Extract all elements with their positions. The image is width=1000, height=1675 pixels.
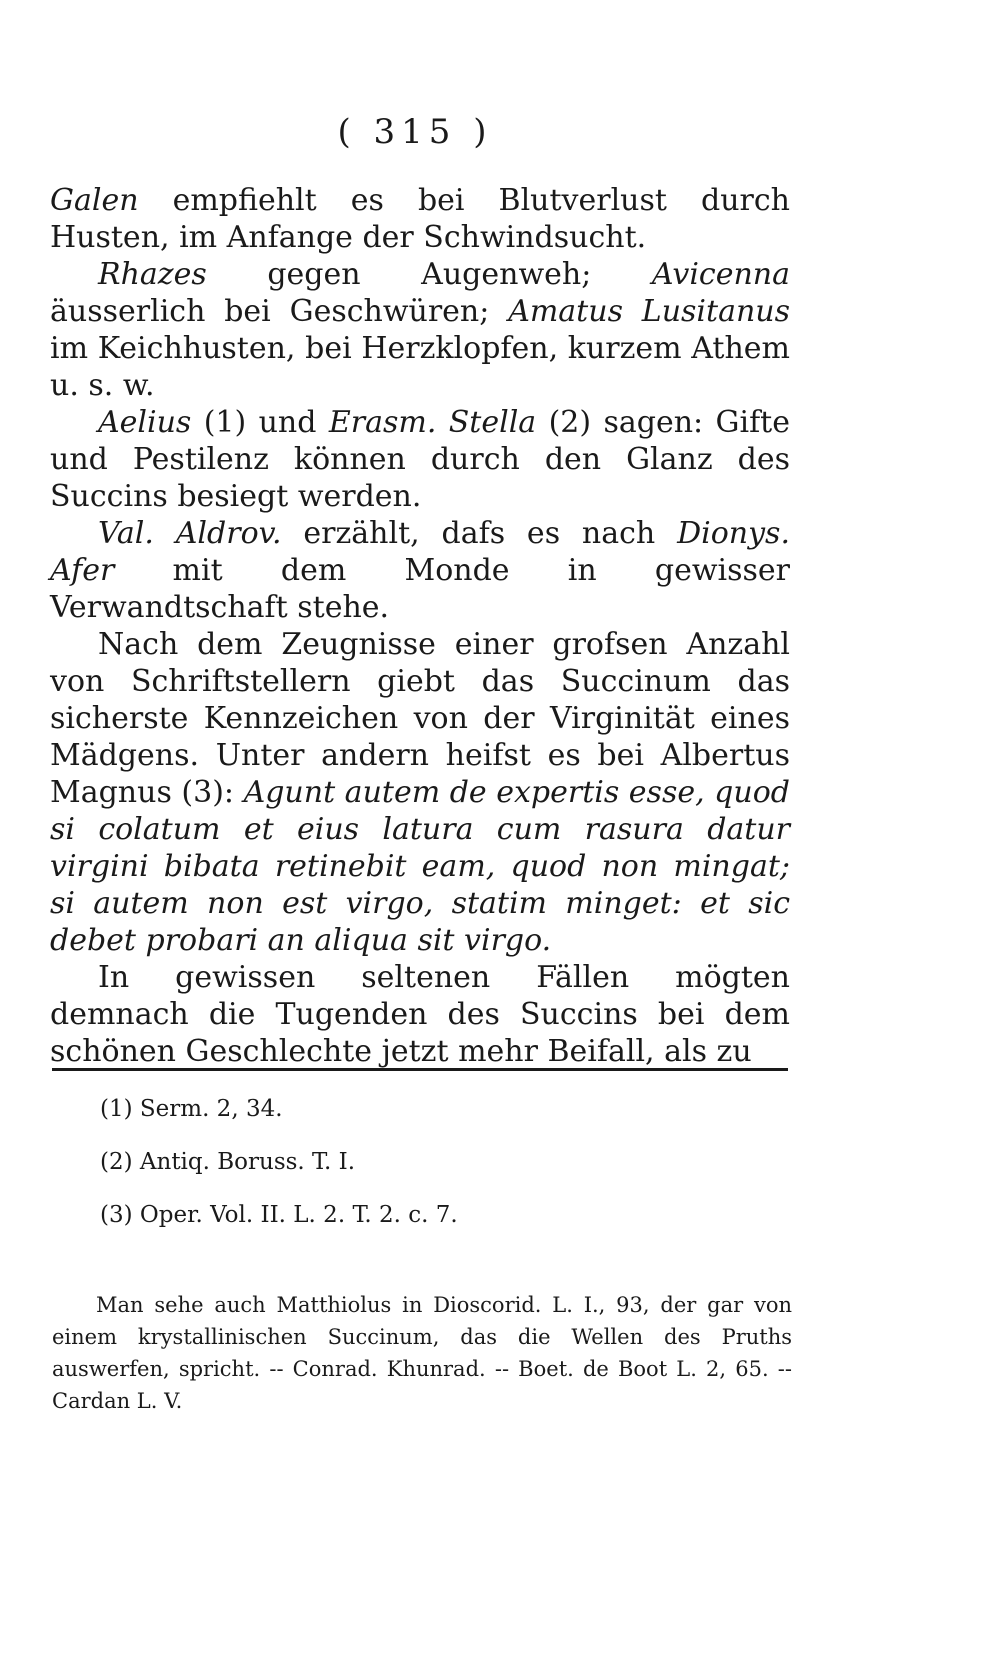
footnote-continuation: Man sehe auch Matthiolus in Dioscorid. L. I., 93, der gar von einem krystallinischen Succinum, das die Wellen des Pruths auswerfen, spricht. -- Conrad. Khunrad. -- Boet. de Boot L. 2, 65. -- Cardan L. V. — [52, 1293, 792, 1413]
page-number: ( 315 ) — [337, 112, 493, 152]
text-segment: (1) und — [191, 405, 329, 440]
text-segment: (2) sagen: Gifte und Pestilenz können durch den Glanz des Succins besiegt werden. — [50, 405, 790, 514]
text-segment: Nach dem Zeugnisse einer grofsen Anzahl von Schriftstellern giebt das Succinum das sicherste Kennzeichen von der Virginität eines Mädgens. Unter andern heifst es bei Albertus Magnus (3): — [50, 627, 790, 810]
text-segment: empfiehlt es bei Blutverlust durch Husten, im Anfange der Schwindsucht. — [50, 183, 790, 255]
paragraph — [50, 256, 790, 404]
text-segment: gegen Augenweh; — [206, 257, 652, 292]
italic-text: Aelius — [98, 405, 192, 440]
text-segment: mit dem Monde in gewisser Verwandtschaft stehe. — [50, 553, 790, 625]
footnote: (2) Antiq. Boruss. T. I. — [100, 1149, 356, 1175]
italic-text: Avicenna — [651, 257, 790, 292]
italic-text: Erasm. Stella — [328, 405, 537, 440]
italic-text: Val. Aldrov. — [98, 516, 282, 551]
main-text — [50, 182, 790, 1070]
italic-text: Agunt autem de expertis esse, quod si colatum et eius latura cum rasura datur virgini bibata retinebit eam, quod non mingat; si autem non est virgo, statim minget: et sic debet probari an aliqua sit virgo. — [50, 775, 790, 958]
footnote: (3) Oper. Vol. II. L. 2. T. 2. c. 7. — [100, 1202, 458, 1228]
italic-text: Amatus Lusitanus — [508, 294, 790, 329]
text-segment: äusserlich bei Geschwüren; — [50, 294, 509, 329]
footnote-divider — [52, 1068, 788, 1071]
paragraph — [50, 626, 790, 959]
text-segment: im Keichhusten, bei Herzklopfen, kurzem Athem u. s. w. — [50, 331, 790, 403]
footnotes — [100, 1094, 780, 1253]
italic-text: Galen — [50, 183, 139, 218]
paragraph — [50, 959, 790, 1070]
paragraph — [50, 515, 790, 626]
text-segment: erzählt, dafs es nach — [281, 516, 678, 551]
paragraph — [50, 404, 790, 515]
text-segment: In gewissen seltenen Fällen mögten demnach die Tugenden des Succins bei dem schönen Geschlechte jetzt mehr Beifall, als zu — [50, 960, 790, 1069]
paragraph — [50, 182, 790, 256]
italic-text: Rhazes — [98, 257, 207, 292]
italic-text: Dionys. Afer — [50, 516, 790, 588]
footnote: (1) Serm. 2, 34. — [100, 1096, 283, 1122]
